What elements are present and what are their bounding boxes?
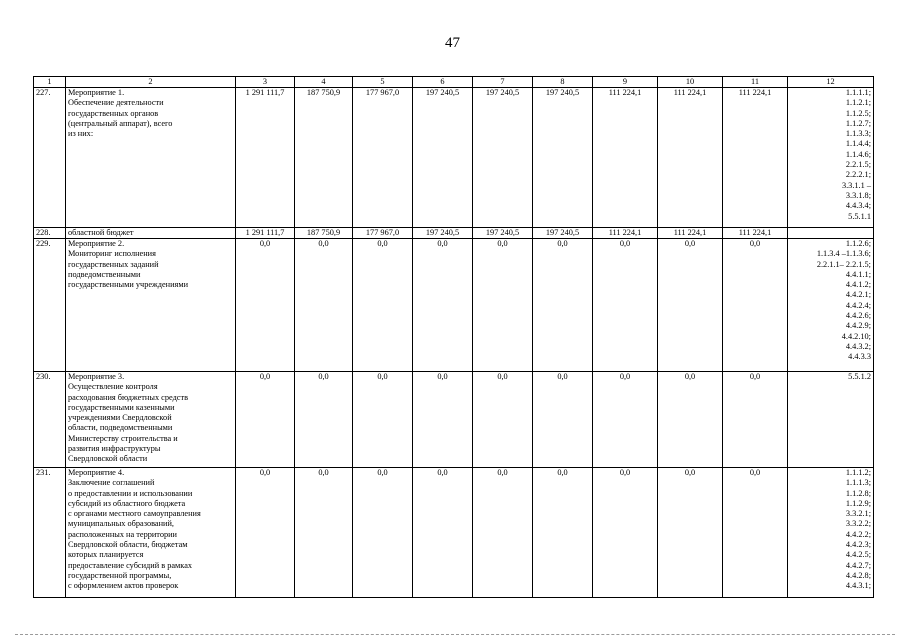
value-cell: 1 291 111,7 [236, 88, 295, 228]
value-cell: 0,0 [723, 468, 788, 598]
value-cell: 0,0 [473, 372, 533, 468]
value-cell: 197 240,5 [473, 228, 533, 239]
column-header: 11 [723, 77, 788, 88]
value-cell: 111 224,1 [593, 88, 658, 228]
table-row [34, 468, 874, 598]
table-row [34, 228, 874, 239]
value-cell: 177 967,0 [353, 88, 413, 228]
value-cell: 0,0 [593, 372, 658, 468]
row-description: Мероприятие 2. Мониторинг исполнения государственных заданий подведомственными государственными учреждениями [66, 239, 236, 372]
program-table [33, 76, 874, 598]
value-cell: 177 967,0 [353, 228, 413, 239]
value-cell: 0,0 [723, 372, 788, 468]
value-cell: 0,0 [236, 372, 295, 468]
value-cell: 0,0 [295, 239, 353, 372]
target-codes: 1.1.1.2; 1.1.1.3; 1.1.2.8; 1.1.2.9; 3.3.2.1; 3.3.2.2; 4.4.2.2; 4.4.2.3; 4.4.2.5; 4.4.2.7; 4.4.2.8; 4.4.3.1; [788, 468, 874, 598]
column-header: 1 [34, 77, 66, 88]
value-cell: 0,0 [295, 468, 353, 598]
value-cell: 0,0 [413, 372, 473, 468]
column-header: 10 [658, 77, 723, 88]
column-header: 12 [788, 77, 874, 88]
column-header: 2 [66, 77, 236, 88]
value-cell: 1 291 111,7 [236, 228, 295, 239]
target-codes [788, 228, 874, 239]
value-cell: 0,0 [473, 468, 533, 598]
column-header: 5 [353, 77, 413, 88]
value-cell: 0,0 [533, 372, 593, 468]
value-cell: 197 240,5 [533, 88, 593, 228]
scan-edge-line [15, 634, 895, 635]
column-header: 9 [593, 77, 658, 88]
column-header: 7 [473, 77, 533, 88]
column-header: 3 [236, 77, 295, 88]
value-cell: 111 224,1 [593, 228, 658, 239]
table-row [34, 88, 874, 228]
column-header: 4 [295, 77, 353, 88]
table-row [34, 239, 874, 372]
value-cell: 0,0 [473, 239, 533, 372]
column-header: 8 [533, 77, 593, 88]
row-description: Мероприятие 4. Заключение соглашений о предоставлении и использовании субсидий из областного бюджета с органами местного самоуправления муниципальных образований, расположенных на территории Свердловской области, бюджетам которых планируется предоставление субсидий в рамках государственной программы, с оформлением актов проверок [66, 468, 236, 598]
value-cell: 0,0 [533, 239, 593, 372]
row-description: Мероприятие 1. Обеспечение деятельности государственных органов (центральный аппарат), всего из них: [66, 88, 236, 228]
value-cell: 0,0 [353, 239, 413, 372]
value-cell: 111 224,1 [658, 88, 723, 228]
target-codes: 1.1.1.1; 1.1.2.1; 1.1.2.5; 1.1.2.7; 1.1.3.3; 1.1.4.4; 1.1.4.6; 2.2.1.5; 2.2.2.1; 3.3.1.1 – 3.3.1.8; 4.4.3.4; 5.5.1.1 [788, 88, 874, 228]
row-description: областной бюджет [66, 228, 236, 239]
value-cell: 187 750,9 [295, 88, 353, 228]
value-cell: 0,0 [658, 468, 723, 598]
target-codes: 1.1.2.6; 1.1.3.4 –1.1.3.6; 2.2.1.1– 2.2.1.5; 4.4.1.1; 4.4.1.2; 4.4.2.1; 4.4.2.4; 4.4.2.6; 4.4.2.9; 4.4.2.10; 4.4.3.2; 4.4.3.3 [788, 239, 874, 372]
table-row [34, 372, 874, 468]
target-codes: 5.5.1.2 [788, 372, 874, 468]
row-number: 230. [34, 372, 66, 468]
column-header: 6 [413, 77, 473, 88]
value-cell: 0,0 [413, 468, 473, 598]
value-cell: 111 224,1 [723, 228, 788, 239]
row-number: 229. [34, 239, 66, 372]
value-cell: 0,0 [413, 239, 473, 372]
value-cell: 197 240,5 [473, 88, 533, 228]
column-number-row [34, 77, 874, 88]
value-cell: 0,0 [353, 468, 413, 598]
value-cell: 197 240,5 [413, 88, 473, 228]
row-description: Мероприятие 3. Осуществление контроля расходования бюджетных средств государственными казенными учреждениями Свердловской области, подведомственными Министерству строительства и развития инфраструктуры Свердловской области [66, 372, 236, 468]
row-number: 231. [34, 468, 66, 598]
value-cell: 0,0 [658, 239, 723, 372]
value-cell: 0,0 [533, 468, 593, 598]
value-cell: 197 240,5 [413, 228, 473, 239]
value-cell: 197 240,5 [533, 228, 593, 239]
row-number: 227. [34, 88, 66, 228]
value-cell: 0,0 [353, 372, 413, 468]
value-cell: 0,0 [236, 239, 295, 372]
value-cell: 0,0 [593, 468, 658, 598]
row-number: 228. [34, 228, 66, 239]
value-cell: 111 224,1 [658, 228, 723, 239]
value-cell: 0,0 [593, 239, 658, 372]
value-cell: 111 224,1 [723, 88, 788, 228]
value-cell: 0,0 [723, 239, 788, 372]
value-cell: 0,0 [295, 372, 353, 468]
page-number: 47 [445, 35, 460, 51]
value-cell: 187 750,9 [295, 228, 353, 239]
value-cell: 0,0 [658, 372, 723, 468]
value-cell: 0,0 [236, 468, 295, 598]
